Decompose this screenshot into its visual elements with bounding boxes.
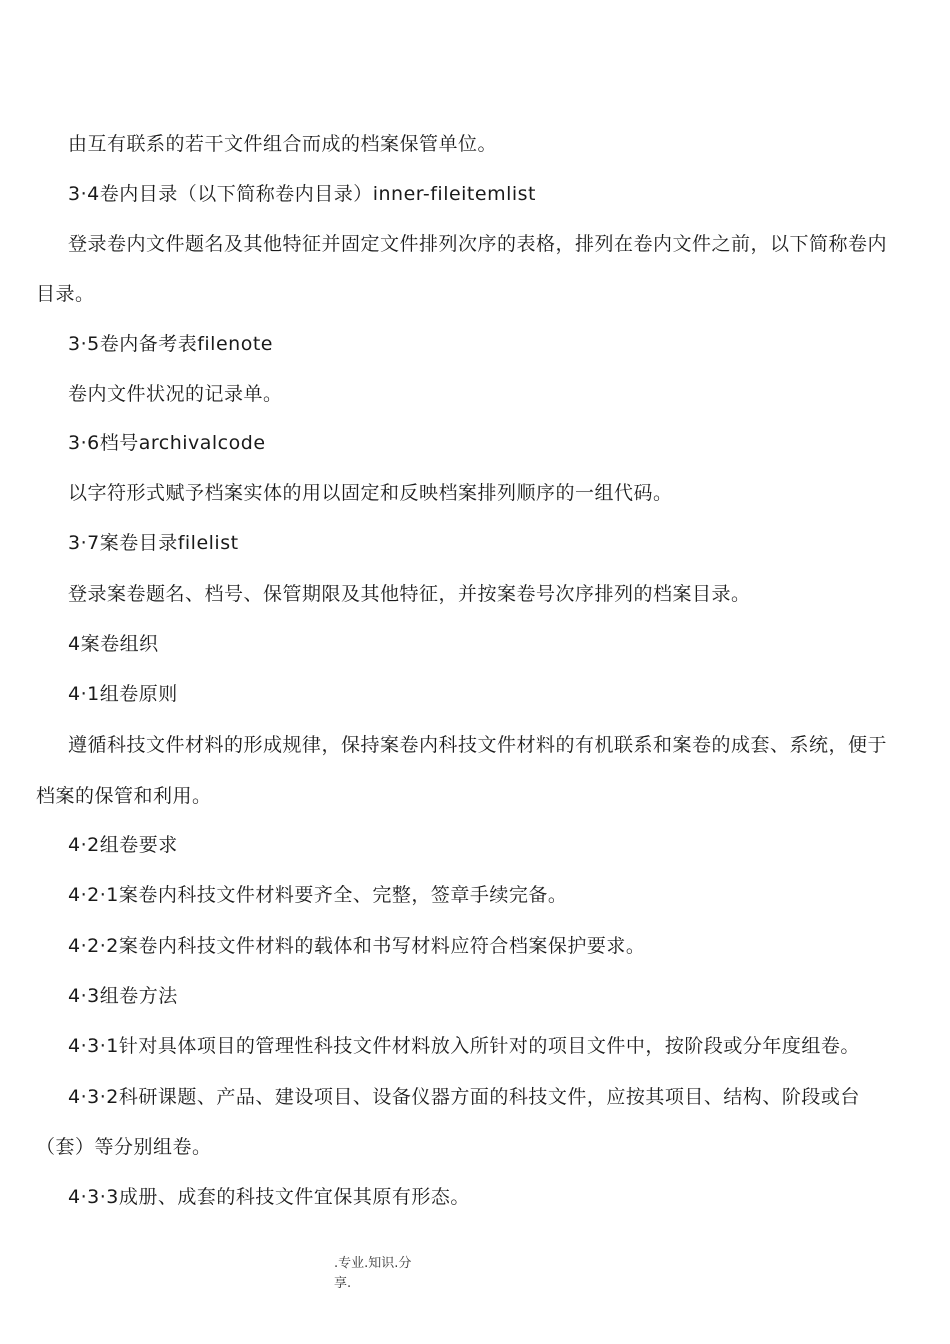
body-text: 4·3·1针对具体项目的管理性科技文件材料放入所针对的项目文件中，按阶段或分年度组卷。 bbox=[68, 1035, 860, 1057]
section-heading: 4·2组卷要求 bbox=[68, 834, 178, 856]
body-text: 4·2·2案卷内科技文件材料的载体和书写材料应符合档案保护要求。 bbox=[68, 935, 646, 957]
section-heading: 3·5卷内备考表filenote bbox=[68, 333, 273, 355]
body-text: 4·2·1案卷内科技文件材料要齐全、完整，签章手续完备。 bbox=[68, 884, 568, 906]
section-heading: 3·6档号archivalcode bbox=[68, 432, 266, 454]
section-heading: 4·3组卷方法 bbox=[68, 985, 178, 1007]
body-text: （套）等分别组卷。 bbox=[36, 1136, 212, 1158]
body-text: 登录卷内文件题名及其他特征并固定文件排列次序的表格，排列在卷内文件之前，以下简称卷内 bbox=[68, 233, 888, 255]
body-text: 以字符形式赋予档案实体的用以固定和反映档案排列顺序的一组代码。 bbox=[68, 482, 673, 504]
body-text: 遵循科技文件材料的形成规律，保持案卷内科技文件材料的有机联系和案卷的成套、系统，便于 bbox=[68, 734, 888, 756]
footer-text: 享. bbox=[334, 1276, 352, 1291]
body-text: 由互有联系的若干文件组合而成的档案保管单位。 bbox=[68, 133, 498, 155]
body-text: 登录案卷题名、档号、保管期限及其他特征，并按案卷号次序排列的档案目录。 bbox=[68, 583, 751, 605]
body-text: 4·3·2科研课题、产品、建设项目、设备仪器方面的科技文件，应按其项目、结构、阶段或台 bbox=[68, 1086, 860, 1108]
section-heading: 4·1组卷原则 bbox=[68, 683, 178, 705]
section-heading: 4案卷组织 bbox=[68, 633, 159, 655]
body-text: 4·3·3成册、成套的科技文件宜保其原有形态。 bbox=[68, 1186, 470, 1208]
body-text: 档案的保管和利用。 bbox=[36, 785, 212, 807]
footer-text: .专业.知识.分 bbox=[334, 1256, 412, 1271]
body-text: 目录。 bbox=[36, 283, 95, 305]
body-text: 卷内文件状况的记录单。 bbox=[68, 383, 283, 405]
section-heading: 3·4卷内目录（以下简称卷内目录）inner-fileitemlist bbox=[68, 183, 536, 205]
section-heading: 3·7案卷目录filelist bbox=[68, 532, 239, 554]
